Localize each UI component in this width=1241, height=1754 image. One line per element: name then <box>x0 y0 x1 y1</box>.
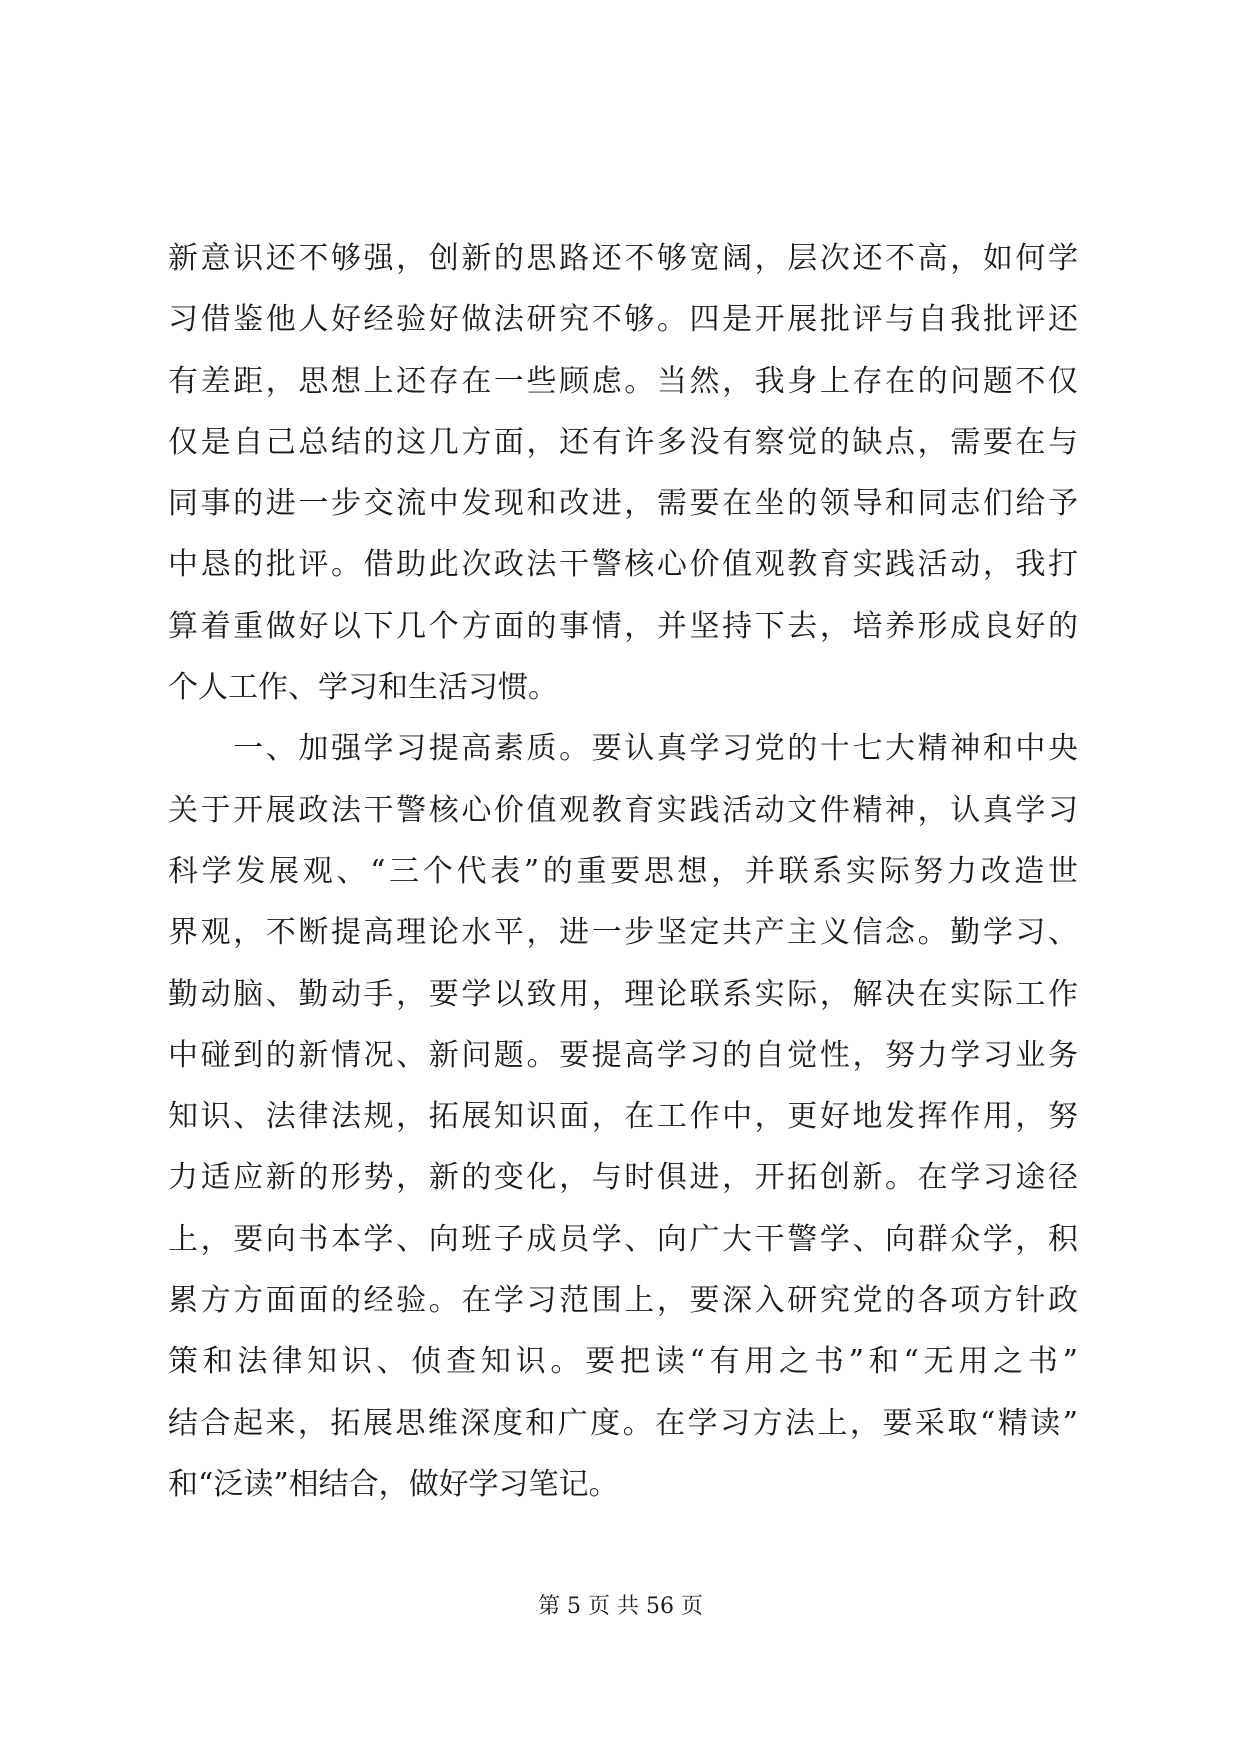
text-line: 算着重做好以下几个方面的事情，并坚持下去，培养形成良好的 <box>168 608 1078 644</box>
text-line: 上，要向书本学、向班子成员学、向广大干警学、向群众学，积 <box>168 1221 1078 1257</box>
text-line: 科学发展观、“三个代表”的重要思想，并联系实际努力改造世 <box>168 853 1078 889</box>
text-line: 个人工作、学习和生活习惯。 <box>168 670 558 706</box>
body-text <box>168 228 1078 1515</box>
text-line: 勤动脑、勤动手，要学以致用，理论联系实际，解决在实际工作 <box>168 976 1078 1012</box>
text-line: 策和法律知识、侦查知识。要把读“有用之书”和“无用之书” <box>168 1344 1078 1380</box>
page-number-label: 第 5 页 共 56 页 <box>538 1594 703 1619</box>
text-line: 仅是自己总结的这几方面，还有许多没有察觉的缺点，需要在与 <box>168 424 1078 460</box>
text-line: 力适应新的形势，新的变化，与时俱进，开拓创新。在学习途径 <box>168 1160 1078 1196</box>
text-line: 中碰到的新情况、新问题。要提高学习的自觉性，努力学习业务 <box>168 1037 1078 1073</box>
text-line: 和“泛读”相结合，做好学习笔记。 <box>168 1466 619 1502</box>
text-line: 一、加强学习提高素质。要认真学习党的十七大精神和中央 <box>168 731 1078 767</box>
text-line: 同事的进一步交流中发现和改进，需要在坐的领导和同志们给予 <box>168 486 1078 522</box>
page-footer <box>0 1592 1241 1622</box>
text-line: 累方方面面的经验。在学习范围上，要深入研究党的各项方针政 <box>168 1283 1078 1319</box>
text-line: 界观，不断提高理论水平，进一步坚定共产主义信念。勤学习、 <box>168 915 1078 951</box>
text-line: 结合起来，拓展思维深度和广度。在学习方法上，要采取“精读” <box>168 1405 1078 1441</box>
text-line: 新意识还不够强，创新的思路还不够宽阔，层次还不高，如何学 <box>168 241 1078 276</box>
text-line: 关于开展政法干警核心价值观教育实践活动文件精神，认真学习 <box>168 792 1078 828</box>
text-line: 习借鉴他人好经验好做法研究不够。四是开展批评与自我批评还 <box>168 302 1078 338</box>
text-line: 知识、法律法规，拓展知识面，在工作中，更好地发挥作用，努 <box>168 1099 1078 1135</box>
text-line: 中恳的批评。借助此次政法干警核心价值观教育实践活动，我打 <box>168 547 1078 583</box>
text-line: 有差距，思想上还存在一些顾虑。当然，我身上存在的问题不仅 <box>168 363 1078 399</box>
